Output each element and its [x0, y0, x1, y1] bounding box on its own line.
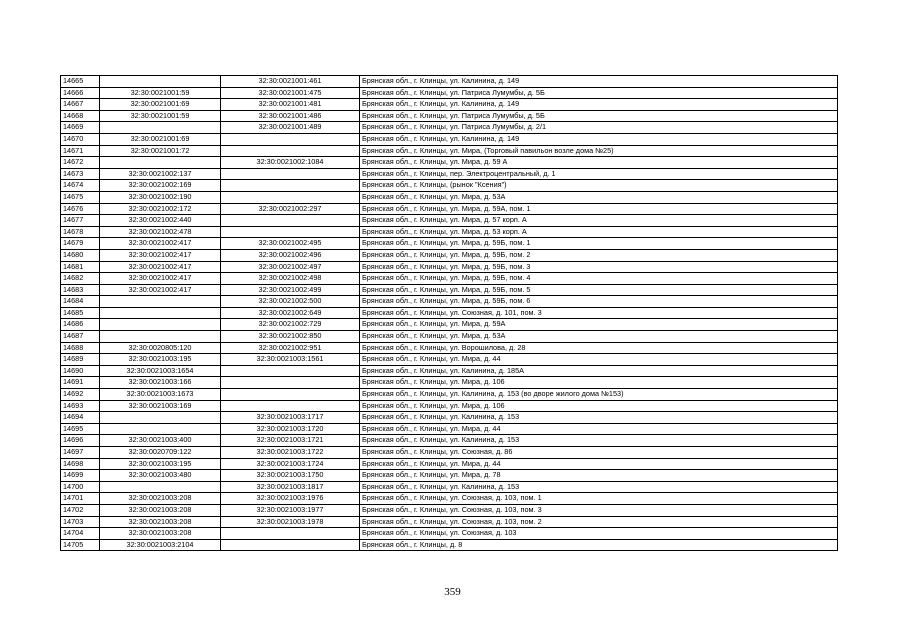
table-row: [61, 76, 838, 88]
row-number-cell: 14692: [61, 389, 100, 401]
address-cell: Брянская обл., г. Клинцы, ул. Калинина, д. 149: [360, 99, 838, 111]
address-cell: Брянская обл., г. Клинцы, ул. Мира, д. 59А: [360, 319, 838, 331]
table-row: [61, 145, 838, 157]
row-number-cell: 14669: [61, 122, 100, 134]
cadastral-number-cell: [100, 157, 221, 169]
table-row: [61, 389, 838, 401]
address-cell: Брянская обл., г. Клинцы, ул. Патриса Лумумбы, д. 2/1: [360, 122, 838, 134]
table-row: [61, 458, 838, 470]
cadastral-number-cell: 32:30:0021003:195: [100, 354, 221, 366]
cadastral-number-cell: [100, 331, 221, 343]
table-row: [61, 168, 838, 180]
related-cadastral-number-cell: 32:30:0021002:495: [221, 238, 360, 250]
address-cell: Брянская обл., г. Клинцы, пер. Электроцентральный, д. 1: [360, 168, 838, 180]
row-number-cell: 14680: [61, 249, 100, 261]
table-row: [61, 354, 838, 366]
row-number-cell: 14668: [61, 110, 100, 122]
cadastral-number-cell: 32:30:0021003:2104: [100, 539, 221, 551]
row-number-cell: 14678: [61, 226, 100, 238]
table-row: [61, 261, 838, 273]
table-row: [61, 249, 838, 261]
row-number-cell: 14694: [61, 412, 100, 424]
table-row: [61, 504, 838, 516]
row-number-cell: 14704: [61, 528, 100, 540]
table-row: [61, 180, 838, 192]
address-cell: Брянская обл., г. Клинцы, ул. Калинина, д. 153: [360, 412, 838, 424]
table-row: [61, 528, 838, 540]
address-cell: Брянская обл., г. Клинцы, ул. Калинина, д. 149: [360, 133, 838, 145]
related-cadastral-number-cell: [221, 400, 360, 412]
row-number-cell: 14671: [61, 145, 100, 157]
cadastral-number-cell: [100, 296, 221, 308]
cadastral-number-cell: 32:30:0021002:417: [100, 261, 221, 273]
related-cadastral-number-cell: 32:30:0021001:461: [221, 76, 360, 88]
cadastral-number-cell: 32:30:0021002:440: [100, 215, 221, 227]
related-cadastral-number-cell: 32:30:0021003:1750: [221, 470, 360, 482]
table-row: [61, 481, 838, 493]
cadastral-number-cell: [100, 412, 221, 424]
address-cell: Брянская обл., г. Клинцы, ул. Мира, д. 59 А: [360, 157, 838, 169]
row-number-cell: 14697: [61, 447, 100, 459]
table-row: [61, 319, 838, 331]
cadastral-number-cell: 32:30:0021003:208: [100, 504, 221, 516]
table-row: [61, 447, 838, 459]
address-cell: Брянская обл., г. Клинцы, ул. Мира, д. 44: [360, 423, 838, 435]
cadastral-number-cell: 32:30:0021002:417: [100, 284, 221, 296]
address-cell: Брянская обл., г. Клинцы, ул. Мира, д. 44: [360, 458, 838, 470]
table-row: [61, 493, 838, 505]
table-row: [61, 122, 838, 134]
cadastral-number-cell: 32:30:0020805:120: [100, 342, 221, 354]
address-cell: Брянская обл., г. Клинцы, ул. Союзная, д. 103: [360, 528, 838, 540]
row-number-cell: 14705: [61, 539, 100, 551]
property-registry-table: [60, 75, 838, 551]
address-cell: Брянская обл., г. Клинцы, ул. Патриса Лумумбы, д. 5Б: [360, 110, 838, 122]
related-cadastral-number-cell: 32:30:0021002:729: [221, 319, 360, 331]
row-number-cell: 14699: [61, 470, 100, 482]
address-cell: Брянская обл., г. Клинцы, ул. Мира, д. 106: [360, 400, 838, 412]
row-number-cell: 14679: [61, 238, 100, 250]
page-number: 359: [444, 586, 461, 598]
related-cadastral-number-cell: 32:30:0021001:481: [221, 99, 360, 111]
related-cadastral-number-cell: [221, 365, 360, 377]
related-cadastral-number-cell: 32:30:0021003:1721: [221, 435, 360, 447]
table-row: [61, 516, 838, 528]
cadastral-number-cell: 32:30:0021002:478: [100, 226, 221, 238]
address-cell: Брянская обл., г. Клинцы, д. 8: [360, 539, 838, 551]
related-cadastral-number-cell: 32:30:0021002:497: [221, 261, 360, 273]
related-cadastral-number-cell: [221, 215, 360, 227]
address-cell: Брянская обл., г. Клинцы, ул. Калинина, д. 153: [360, 481, 838, 493]
cadastral-number-cell: 32:30:0020709:122: [100, 447, 221, 459]
row-number-cell: 14702: [61, 504, 100, 516]
cadastral-number-cell: 32:30:0021001:69: [100, 99, 221, 111]
table-row: [61, 87, 838, 99]
row-number-cell: 14703: [61, 516, 100, 528]
table-row: [61, 99, 838, 111]
row-number-cell: 14674: [61, 180, 100, 192]
address-cell: Брянская обл., г. Клинцы, ул. Калинина, д. 149: [360, 76, 838, 88]
table-row: [61, 400, 838, 412]
row-number-cell: 14665: [61, 76, 100, 88]
cadastral-number-cell: 32:30:0021003:208: [100, 493, 221, 505]
address-cell: Брянская обл., г. Клинцы, (рынок "Ксения"): [360, 180, 838, 192]
cadastral-number-cell: 32:30:0021003:169: [100, 400, 221, 412]
related-cadastral-number-cell: [221, 168, 360, 180]
address-cell: Брянская обл., г. Клинцы, ул. Мира, д. 59Б, пом. 5: [360, 284, 838, 296]
row-number-cell: 14681: [61, 261, 100, 273]
table-row: [61, 296, 838, 308]
table-row: [61, 307, 838, 319]
row-number-cell: 14666: [61, 87, 100, 99]
cadastral-number-cell: [100, 76, 221, 88]
table-row: [61, 365, 838, 377]
related-cadastral-number-cell: [221, 389, 360, 401]
address-cell: Брянская обл., г. Клинцы, ул. Мира, д. 53 корп. А: [360, 226, 838, 238]
cadastral-number-cell: [100, 122, 221, 134]
related-cadastral-number-cell: [221, 191, 360, 203]
cadastral-number-cell: [100, 423, 221, 435]
table-row: [61, 191, 838, 203]
row-number-cell: 14670: [61, 133, 100, 145]
related-cadastral-number-cell: 32:30:0021002:1084: [221, 157, 360, 169]
address-cell: Брянская обл., г. Клинцы, ул. Мира, д. 59А, пом. 1: [360, 203, 838, 215]
cadastral-number-cell: [100, 319, 221, 331]
address-cell: Брянская обл., г. Клинцы, ул. Калинина, д. 185А: [360, 365, 838, 377]
row-number-cell: 14672: [61, 157, 100, 169]
cadastral-number-cell: [100, 481, 221, 493]
cadastral-number-cell: 32:30:0021003:166: [100, 377, 221, 389]
table-row: [61, 377, 838, 389]
table-row: [61, 203, 838, 215]
row-number-cell: 14686: [61, 319, 100, 331]
related-cadastral-number-cell: 32:30:0021001:489: [221, 122, 360, 134]
cadastral-number-cell: 32:30:0021002:137: [100, 168, 221, 180]
related-cadastral-number-cell: 32:30:0021002:500: [221, 296, 360, 308]
row-number-cell: 14685: [61, 307, 100, 319]
cadastral-number-cell: 32:30:0021002:190: [100, 191, 221, 203]
cadastral-number-cell: 32:30:0021002:417: [100, 273, 221, 285]
related-cadastral-number-cell: [221, 226, 360, 238]
table-row: [61, 133, 838, 145]
related-cadastral-number-cell: [221, 180, 360, 192]
related-cadastral-number-cell: 32:30:0021001:475: [221, 87, 360, 99]
address-cell: Брянская обл., г. Клинцы, ул. Союзная, д. 103, пом. 1: [360, 493, 838, 505]
row-number-cell: 14698: [61, 458, 100, 470]
cadastral-number-cell: 32:30:0021001:72: [100, 145, 221, 157]
address-cell: Брянская обл., г. Клинцы, ул. Мира, д. 53А: [360, 331, 838, 343]
table-row: [61, 342, 838, 354]
row-number-cell: 14687: [61, 331, 100, 343]
address-cell: Брянская обл., г. Клинцы, ул. Мира, д. 78: [360, 470, 838, 482]
table-row: [61, 215, 838, 227]
related-cadastral-number-cell: 32:30:0021003:1561: [221, 354, 360, 366]
address-cell: Брянская обл., г. Клинцы, ул. Мира, д. 59Б, пом. 1: [360, 238, 838, 250]
address-cell: Брянская обл., г. Клинцы, ул. Мира, (Торговый павильон возле дома №25): [360, 145, 838, 157]
table-row: [61, 157, 838, 169]
cadastral-number-cell: 32:30:0021003:195: [100, 458, 221, 470]
address-cell: Брянская обл., г. Клинцы, ул. Мира, д. 59Б, пом. 3: [360, 261, 838, 273]
table-row: [61, 470, 838, 482]
cadastral-number-cell: 32:30:0021002:417: [100, 238, 221, 250]
table-row: [61, 435, 838, 447]
table-row: [61, 412, 838, 424]
row-number-cell: 14673: [61, 168, 100, 180]
address-cell: Брянская обл., г. Клинцы, ул. Ворошилова, д. 28: [360, 342, 838, 354]
row-number-cell: 14689: [61, 354, 100, 366]
related-cadastral-number-cell: 32:30:0021002:499: [221, 284, 360, 296]
address-cell: Брянская обл., г. Клинцы, ул. Союзная, д. 101, пом. 3: [360, 307, 838, 319]
related-cadastral-number-cell: 32:30:0021002:496: [221, 249, 360, 261]
row-number-cell: 14695: [61, 423, 100, 435]
row-number-cell: 14677: [61, 215, 100, 227]
cadastral-number-cell: 32:30:0021003:208: [100, 516, 221, 528]
address-cell: Брянская обл., г. Клинцы, ул. Калинина, д. 153: [360, 435, 838, 447]
cadastral-number-cell: 32:30:0021001:69: [100, 133, 221, 145]
row-number-cell: 14675: [61, 191, 100, 203]
address-cell: Брянская обл., г. Клинцы, ул. Союзная, д. 86: [360, 447, 838, 459]
related-cadastral-number-cell: [221, 539, 360, 551]
cadastral-number-cell: [100, 307, 221, 319]
related-cadastral-number-cell: 32:30:0021002:850: [221, 331, 360, 343]
table-row: [61, 423, 838, 435]
related-cadastral-number-cell: 32:30:0021002:297: [221, 203, 360, 215]
related-cadastral-number-cell: 32:30:0021003:1978: [221, 516, 360, 528]
related-cadastral-number-cell: 32:30:0021003:1724: [221, 458, 360, 470]
row-number-cell: 14701: [61, 493, 100, 505]
related-cadastral-number-cell: 32:30:0021003:1717: [221, 412, 360, 424]
related-cadastral-number-cell: 32:30:0021002:951: [221, 342, 360, 354]
related-cadastral-number-cell: 32:30:0021003:1817: [221, 481, 360, 493]
related-cadastral-number-cell: [221, 133, 360, 145]
row-number-cell: 14700: [61, 481, 100, 493]
cadastral-number-cell: 32:30:0021003:1654: [100, 365, 221, 377]
table-row: [61, 284, 838, 296]
row-number-cell: 14691: [61, 377, 100, 389]
address-cell: Брянская обл., г. Клинцы, ул. Мира, д. 59Б, пом. 4: [360, 273, 838, 285]
row-number-cell: 14684: [61, 296, 100, 308]
cadastral-number-cell: 32:30:0021002:417: [100, 249, 221, 261]
address-cell: Брянская обл., г. Клинцы, ул. Союзная, д. 103, пом. 3: [360, 504, 838, 516]
related-cadastral-number-cell: 32:30:0021001:486: [221, 110, 360, 122]
table-row: [61, 110, 838, 122]
row-number-cell: 14683: [61, 284, 100, 296]
row-number-cell: 14690: [61, 365, 100, 377]
address-cell: Брянская обл., г. Клинцы, ул. Мира, д. 57 корп. А: [360, 215, 838, 227]
table-row: [61, 331, 838, 343]
cadastral-number-cell: 32:30:0021002:172: [100, 203, 221, 215]
row-number-cell: 14682: [61, 273, 100, 285]
cadastral-number-cell: 32:30:0021003:400: [100, 435, 221, 447]
address-cell: Брянская обл., г. Клинцы, ул. Мира, д. 59Б, пом. 2: [360, 249, 838, 261]
registry-table-body: [61, 76, 838, 551]
related-cadastral-number-cell: 32:30:0021003:1720: [221, 423, 360, 435]
row-number-cell: 14676: [61, 203, 100, 215]
cadastral-number-cell: 32:30:0021001:59: [100, 87, 221, 99]
cadastral-number-cell: 32:30:0021003:208: [100, 528, 221, 540]
address-cell: Брянская обл., г. Клинцы, ул. Мира, д. 53А: [360, 191, 838, 203]
related-cadastral-number-cell: [221, 145, 360, 157]
cadastral-number-cell: 32:30:0021003:1673: [100, 389, 221, 401]
address-cell: Брянская обл., г. Клинцы, ул. Союзная, д. 103, пом. 2: [360, 516, 838, 528]
cadastral-number-cell: 32:30:0021003:480: [100, 470, 221, 482]
table-row: [61, 226, 838, 238]
row-number-cell: 14696: [61, 435, 100, 447]
table-row: [61, 273, 838, 285]
related-cadastral-number-cell: [221, 528, 360, 540]
related-cadastral-number-cell: 32:30:0021002:649: [221, 307, 360, 319]
related-cadastral-number-cell: 32:30:0021003:1977: [221, 504, 360, 516]
row-number-cell: 14688: [61, 342, 100, 354]
cadastral-number-cell: 32:30:0021002:169: [100, 180, 221, 192]
address-cell: Брянская обл., г. Клинцы, ул. Калинина, д. 153 (во дворе жилого дома №153): [360, 389, 838, 401]
table-row: [61, 539, 838, 551]
related-cadastral-number-cell: 32:30:0021003:1722: [221, 447, 360, 459]
address-cell: Брянская обл., г. Клинцы, ул. Мира, д. 59Б, пом. 6: [360, 296, 838, 308]
row-number-cell: 14693: [61, 400, 100, 412]
related-cadastral-number-cell: [221, 377, 360, 389]
cadastral-number-cell: 32:30:0021001:59: [100, 110, 221, 122]
related-cadastral-number-cell: 32:30:0021003:1976: [221, 493, 360, 505]
address-cell: Брянская обл., г. Клинцы, ул. Мира, д. 106: [360, 377, 838, 389]
address-cell: Брянская обл., г. Клинцы, ул. Патриса Лумумбы, д. 5Б: [360, 87, 838, 99]
address-cell: Брянская обл., г. Клинцы, ул. Мира, д. 44: [360, 354, 838, 366]
table-row: [61, 238, 838, 250]
related-cadastral-number-cell: 32:30:0021002:498: [221, 273, 360, 285]
row-number-cell: 14667: [61, 99, 100, 111]
